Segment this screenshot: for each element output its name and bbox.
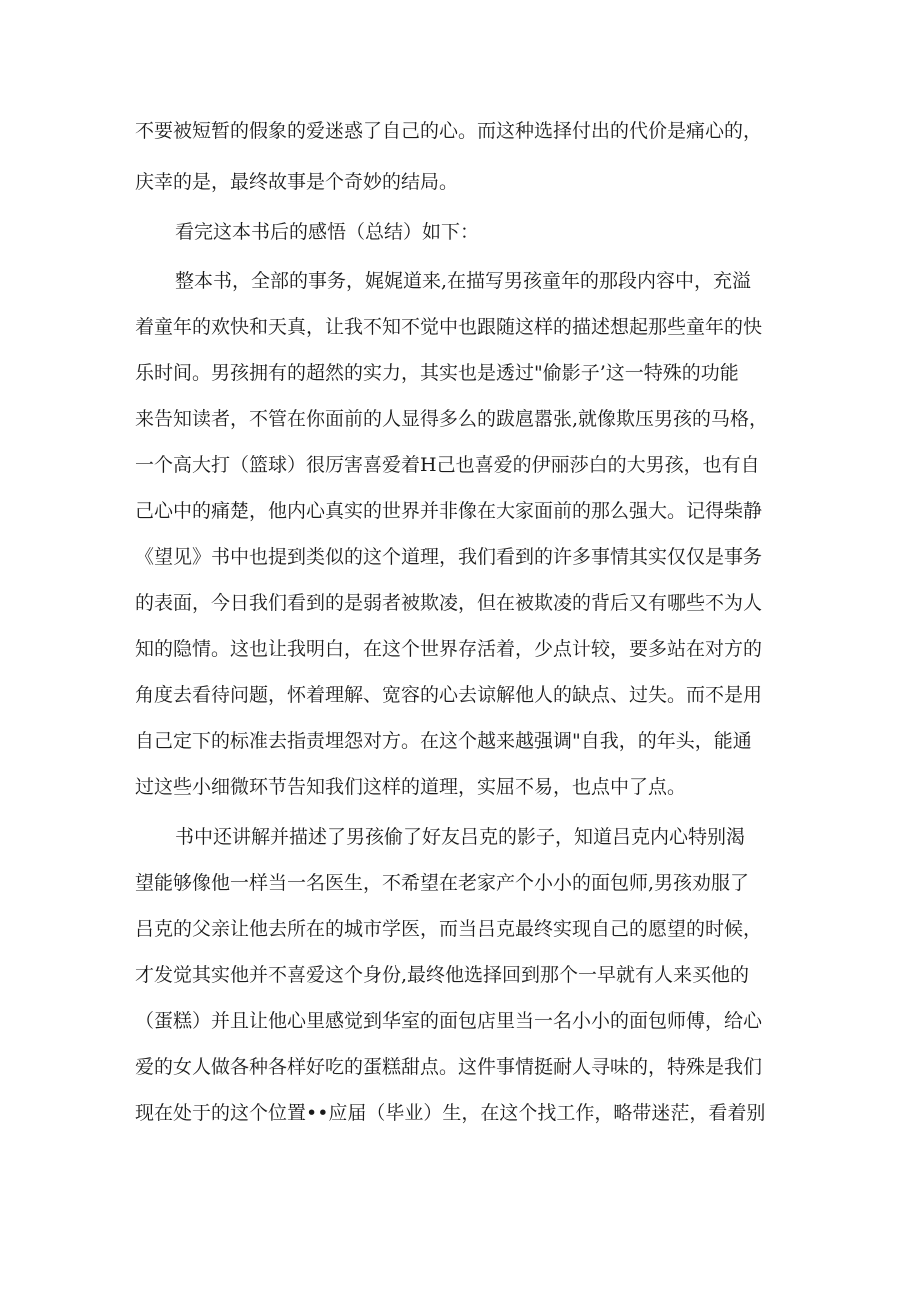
text-line-3: 看完这本书后的感悟（总结）如下： [175,221,480,243]
text-line-8: 一个高大打（篮球）很厉害喜爱着H己也喜爱的伊丽莎白的大男孩，也有自 [135,454,760,476]
text-line-10: 《望见》书中也提到类似的这个道理，我们看到的许多事情其实仅仅是事务 [135,546,763,568]
text-line-19: 才发觉其实他并不喜爱这个身份,最终他选择回到那个一早就有人来买他的 [135,964,750,986]
text-line-5: 着童年的欢快和天真，让我不知不觉中也跟随这样的描述想起那些童年的快 [135,316,763,338]
text-line-2: 庆幸的是，最终故事是个奇妙的结局。 [135,171,459,193]
text-line-4: 整本书，全部的事务，娓娓道来,在描写男孩童年的那段内容中，充溢 [175,270,752,292]
text-line-1: 不要被短暂的假象的爱迷惑了自己的心。而这种选择付出的代价是痛心的， [135,120,763,142]
text-line-7: 来告知读者，不管在你面前的人显得多么的跋扈嚣张,就像欺压男孩的马格， [135,408,769,430]
text-line-16: 书中还讲解并描述了男孩偷了好友吕克的影子，知道吕克内心特别渴 [175,826,746,848]
text-line-9: 己心中的痛楚，他内心真实的世界并非像在大家面前的那么强大。记得柴静 [135,500,763,522]
text-line-21: 爱的女人做各种各样好吃的蛋糕甜点。这件事情挺耐人寻味的，特殊是我们 [135,1056,763,1078]
text-line-14: 自己定下的标准去指责埋怨对方。在这个越来越强调"自我，的年头，能通 [135,730,752,752]
text-line-17: 望能够像他一样当一名医生，不希望在老家产个小小的面包师,男孩劝服了 [135,872,750,894]
text-line-6: 乐时间。男孩拥有的超然的实力，其实也是透过"偷影子’这一特殊的功能 [135,362,739,384]
text-line-20: （蛋糕）并且让他心里感觉到华室的面包店里当一名小小的面包师傅，给心 [135,1010,763,1032]
text-line-18: 吕克的父亲让他去所在的城市学医，而当吕克最终实现自己的愿望的时候， [135,918,763,940]
text-line-22: 现在处于的这个位置••应届（毕业）生，在这个找工作，略带迷茫，看着别 [135,1102,766,1124]
text-line-13: 角度去看待问题，怀着理解、宽容的心去谅解他人的缺点、过失。而不是用 [135,684,763,706]
text-line-11: 的表面，今日我们看到的是弱者被欺凌，但在被欺凌的背后又有哪些不为人 [135,592,763,614]
text-line-15: 过这些小细微环节告知我们这样的道理，实屈不易，也点中了点。 [135,776,687,798]
text-line-12: 知的隐情。这也让我明白，在这个世界存活着，少点计较，要多站在对方的 [135,638,763,660]
